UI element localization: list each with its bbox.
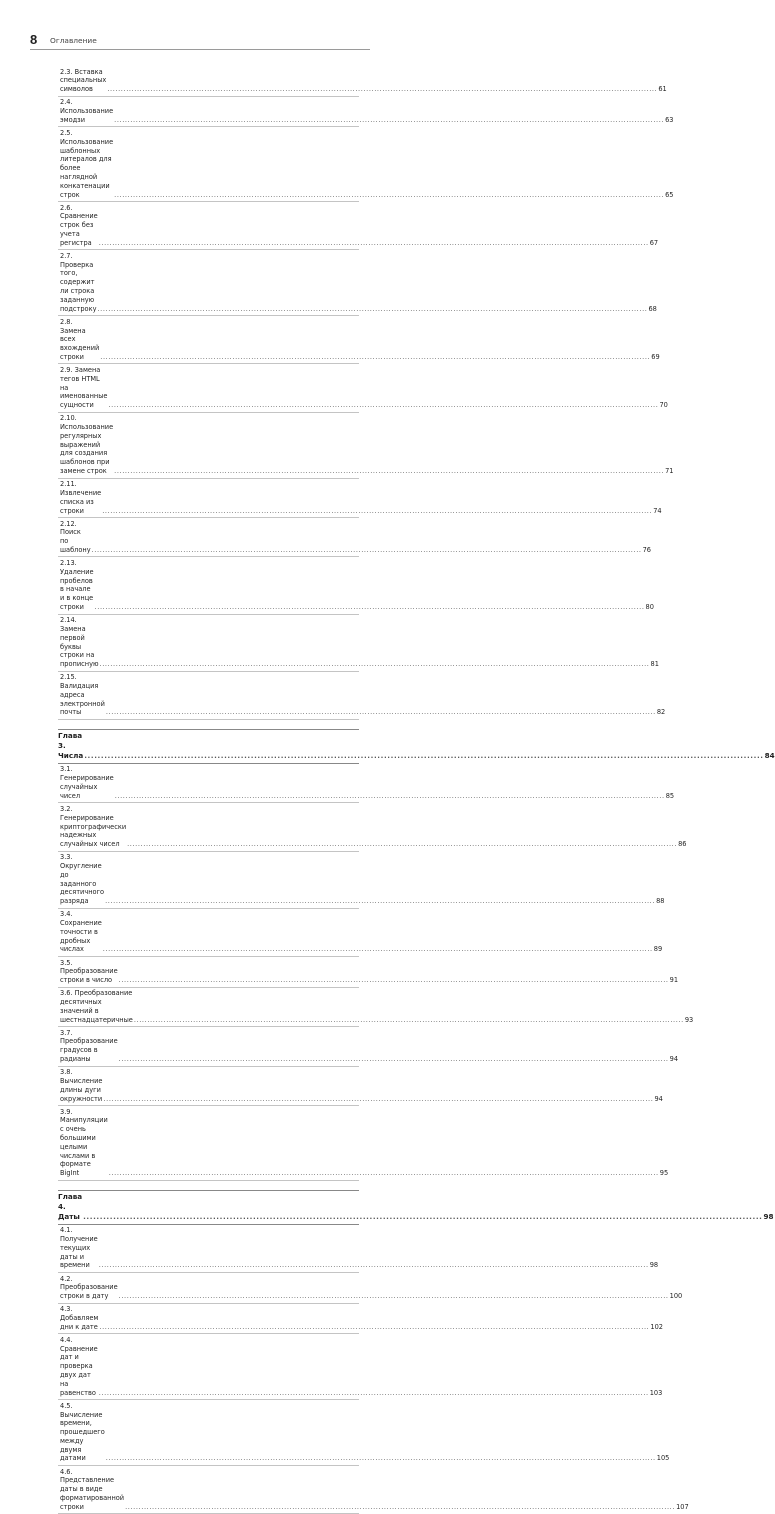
toc-leader-dots (100, 660, 650, 669)
toc-entry[interactable] (58, 615, 659, 672)
toc-leader-dots (114, 467, 664, 476)
toc-entry-page: 105 (656, 1454, 670, 1463)
toc-entry-page: 70 (659, 401, 668, 410)
toc-entry-title: Глава 3. Числа (58, 731, 84, 761)
toc-entry[interactable] (58, 557, 654, 614)
toc-entry-title: 3.3. Округление до заданного десятичного разряда (60, 853, 105, 906)
toc-leader-dots (103, 1095, 653, 1104)
toc-entry-title: 4.1. Получение текущих даты и времени (60, 1226, 98, 1270)
toc-entry[interactable] (58, 127, 674, 202)
toc-entry[interactable] (58, 1400, 670, 1466)
toc-entry-title: 4.4. Сравнение дат и проверка двух дат на равенство (60, 1335, 98, 1397)
toc-entry-page: 89 (653, 945, 663, 954)
toc-leader-dots (102, 507, 652, 516)
toc-leader-dots (119, 1055, 669, 1064)
toc-entry-page: 80 (645, 603, 654, 612)
header-rule (30, 49, 370, 50)
toc-entry-title: 2.15. Валидация адреса электронной почты (60, 673, 105, 717)
toc-chapter-entry[interactable] (58, 730, 775, 764)
toc-leader-dots (125, 1503, 675, 1512)
toc-entry-page: 69 (651, 352, 660, 361)
toc-entry-title: 3.2. Генерирование криптографически надежных случайных чисел (60, 804, 127, 849)
toc-entry[interactable] (58, 202, 659, 250)
toc-leader-dots (127, 840, 677, 849)
toc-entry[interactable] (58, 1225, 659, 1273)
toc-leader-dots (119, 1292, 669, 1301)
toc-entry-title: 2.6. Сравнение строк без учета регистра (60, 203, 98, 247)
toc-leader-dots (84, 751, 763, 761)
toc-entry-page: 94 (654, 1094, 663, 1103)
toc-entry[interactable] (58, 672, 666, 720)
toc-leader-dots (83, 1212, 762, 1222)
toc-entry-title: 3.7. Преобразование градусов в радианы (60, 1028, 118, 1064)
toc-leader-dots (99, 1389, 649, 1398)
toc-leader-dots (114, 116, 664, 125)
toc-entry[interactable] (58, 479, 662, 518)
toc-entry[interactable] (58, 250, 657, 316)
toc-entry-page: 95 (659, 1169, 669, 1178)
toc-entry-page: 84 (764, 751, 775, 761)
toc-leader-dots (95, 603, 645, 612)
toc-chapter-entry[interactable] (58, 1191, 774, 1225)
toc-leader-dots (103, 945, 653, 954)
toc-leader-dots (92, 546, 642, 555)
toc-entry-page: 93 (684, 1015, 694, 1024)
toc-entry[interactable] (58, 957, 679, 988)
toc-entry-page: 88 (656, 897, 665, 906)
toc-entry-title: 4.3. Добавляем дни к дате (60, 1305, 99, 1331)
toc-entry-page: 76 (642, 545, 651, 554)
toc-entry-page: 94 (669, 1055, 679, 1064)
toc-entry-page: 68 (648, 304, 657, 313)
toc-entry-title: 3.5. Преобразование строки в число (60, 958, 118, 985)
toc-entry-title: 2.11. Извлечение списка из строки (60, 480, 102, 515)
toc-entry-title: 2.12. Поиск по шаблону (60, 519, 91, 554)
toc-leader-dots (108, 401, 658, 410)
toc-leader-dots (134, 1016, 684, 1025)
toc-leader-dots (107, 85, 657, 94)
toc-entry-title: 2.3. Вставка специальных символов (60, 67, 107, 94)
toc-entry[interactable] (58, 1304, 663, 1335)
toc-entry-title: Глава 4. Даты (58, 1192, 83, 1222)
toc-entry[interactable] (58, 988, 694, 1027)
toc-entry[interactable] (58, 364, 668, 412)
toc-entry[interactable] (58, 1466, 689, 1514)
toc-entry-page: 65 (665, 190, 674, 199)
toc-entry-title: 2.5. Использование шаблонных литералов для более наглядной конкатенации строк (60, 128, 114, 199)
page-header (30, 32, 370, 48)
toc-entry[interactable] (58, 518, 651, 557)
toc-entry-page: 82 (656, 708, 666, 717)
toc-entry-page: 102 (650, 1322, 663, 1331)
toc-spacer (58, 720, 359, 730)
toc-entry-title: 3.4. Сохранение точности в дробных числах (60, 910, 102, 954)
toc-entry-title: 3.8. Вычисление длины дуги окружности (60, 1068, 103, 1103)
toc-entry[interactable] (58, 1106, 669, 1181)
toc-entry[interactable] (58, 1067, 663, 1106)
running-header-title: Оглавление (50, 36, 97, 45)
toc-leader-dots (99, 1261, 649, 1270)
toc-entry-title: 2.10. Использование регулярных выражений для создания шаблонов при замене строк (60, 414, 114, 476)
toc-entry[interactable] (58, 413, 674, 479)
toc-leader-dots (99, 1323, 649, 1332)
toc-entry-page: 103 (649, 1388, 663, 1397)
toc-entry-title: 3.1. Генерирование случайных чисел (60, 765, 114, 800)
toc-entry[interactable] (58, 97, 674, 128)
toc-entry[interactable] (58, 1027, 679, 1066)
page-number: 8 (30, 32, 38, 47)
toc-entry-title: 3.6. Преобразование десятичных значений в шестнадцатеричные (60, 989, 133, 1024)
toc-entry[interactable] (58, 764, 675, 803)
toc-leader-dots (105, 897, 655, 906)
toc-entry-title: 4.2. Преобразование строки в дату (60, 1274, 118, 1301)
toc-entry-page: 100 (669, 1292, 683, 1301)
toc-entry-title: 4.6. Представление даты в виде форматированной строки (60, 1467, 125, 1511)
toc-entry-title: 2.4. Использование эмодзи (60, 98, 114, 124)
toc-entry-title: 2.13. Удаление пробелов в начале и в конце строки (60, 559, 94, 612)
toc-entry[interactable] (58, 909, 663, 957)
toc-entry-page: 91 (669, 976, 679, 985)
toc-entry-title: 2.7. Проверка того, содержит ли строка заданную подстроку (60, 251, 97, 313)
toc-entry-title: 2.9. Замена тегов HTML на именованные сущности (60, 365, 108, 410)
toc-spacer (58, 1181, 359, 1191)
toc-entry-title: 2.8. Замена всех вхождений строки (60, 317, 100, 361)
toc-entry[interactable] (58, 1334, 663, 1400)
toc-entry-page: 67 (649, 238, 659, 247)
toc-leader-dots (99, 239, 649, 248)
toc-entry-page: 98 (763, 1212, 774, 1222)
toc-entry-title: 3.9. Манипуляции с очень большими целыми числами в формате BigInt (60, 1107, 108, 1178)
toc-entry-page: 86 (678, 840, 687, 849)
toc-entry[interactable] (58, 852, 665, 909)
toc-entry-title: 2.14. Замена первой буквы строки на прописную (60, 616, 99, 669)
toc-entry-page: 71 (665, 467, 674, 476)
toc-entry[interactable] (58, 316, 660, 364)
table-of-contents (58, 66, 775, 1514)
toc-entry-page: 74 (653, 506, 662, 515)
toc-entry[interactable] (58, 1273, 683, 1304)
toc-leader-dots (115, 792, 665, 801)
toc-entry-page: 85 (665, 791, 675, 800)
toc-leader-dots (119, 976, 669, 985)
toc-leader-dots (106, 708, 656, 717)
toc-entry-page: 63 (665, 115, 674, 124)
toc-entry-page: 81 (650, 660, 659, 669)
toc-entry[interactable] (58, 803, 687, 851)
toc-entry[interactable] (58, 66, 667, 97)
toc-leader-dots (97, 305, 647, 314)
toc-entry-page: 98 (649, 1261, 659, 1270)
toc-entry-page: 61 (658, 85, 667, 94)
toc-leader-dots (100, 353, 650, 362)
toc-entry-page: 107 (676, 1502, 689, 1511)
toc-leader-dots (114, 191, 664, 200)
toc-entry-title: 4.5. Вычисление времени, прошедшего между двумя датами (60, 1401, 105, 1463)
toc-leader-dots (109, 1169, 659, 1178)
toc-leader-dots (106, 1454, 656, 1463)
